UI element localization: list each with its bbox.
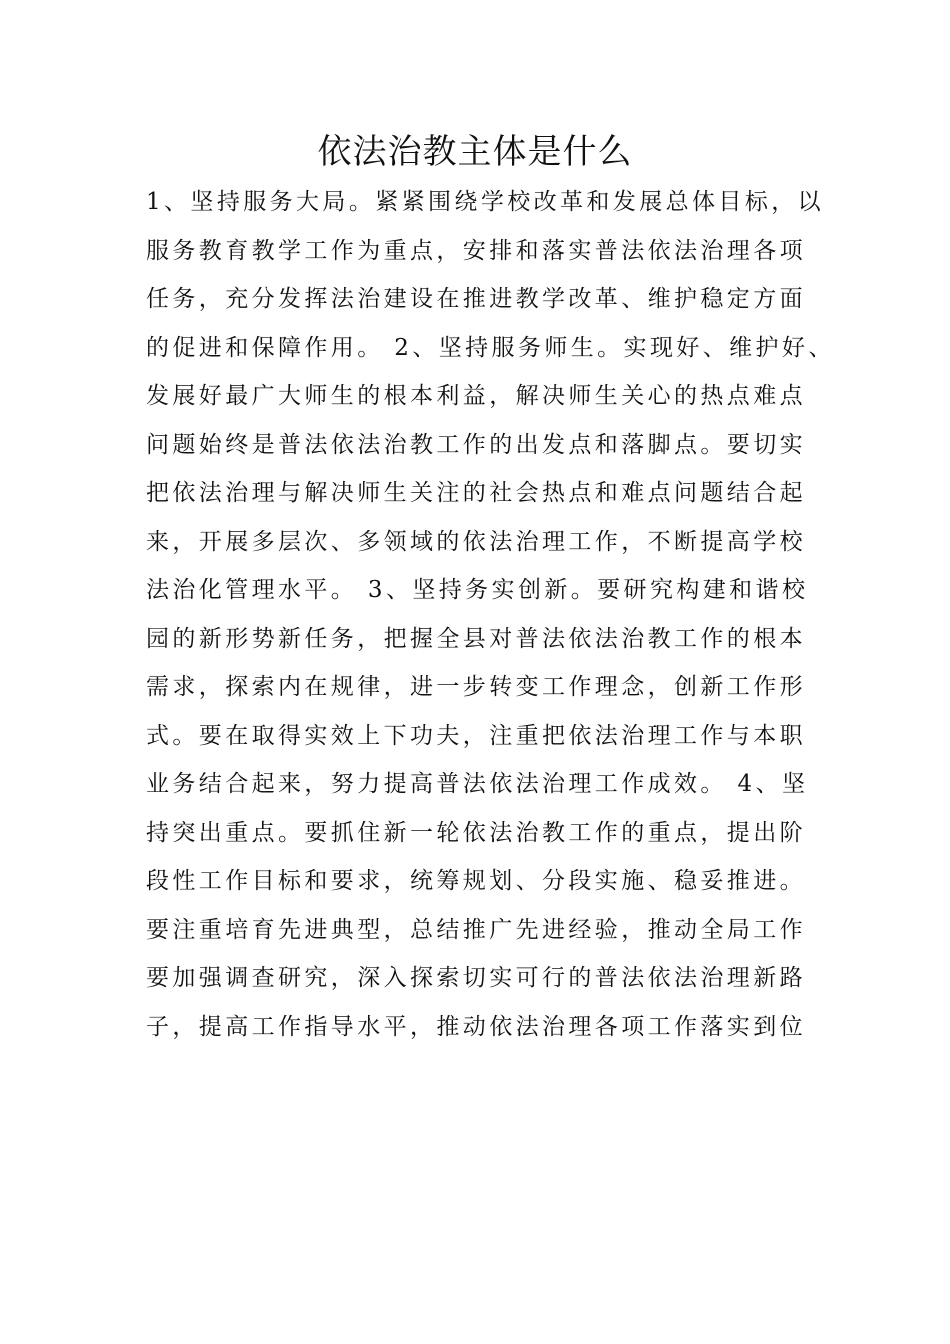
body-line-12: 式。要在取得实效上下功夫，注重把依法治理工作与本职	[146, 722, 806, 749]
body-line-16: 要注重培育先进典型，总结推广先进经验，推动全局工作	[146, 916, 806, 943]
body-line-9: 法治化管理水平。 3、坚持务实创新。要研究构建和谐校	[146, 577, 809, 603]
body-line-7: 把依法治理与解决师生关注的社会热点和难点问题结合起	[146, 480, 806, 506]
document-body	[146, 178, 846, 1051]
body-line-13: 业务结合起来，努力提高普法依法治理工作成效。 4、坚	[146, 771, 809, 797]
body-line-18: 子，提高工作指导水平，推动依法治理各项工作落实到位	[146, 1013, 806, 1040]
body-line-1: 1、坚持服务大局。紧紧围绕学校改革和发展总体目标，以	[146, 189, 825, 215]
body-line-5: 发展好最广大师生的根本利益，解决师生关心的热点难点	[146, 383, 806, 409]
body-line-10: 园的新形势新任务，把握全县对普法依法治教工作的根本	[146, 625, 806, 652]
body-line-2: 服务教育教学工作为重点，安排和落实普法依法治理各项	[146, 237, 806, 264]
document-title: 依法治教主体是什么	[317, 132, 633, 172]
body-line-17: 要加强调查研究，深入探索切实可行的普法依法治理新路	[146, 965, 806, 991]
body-line-14: 持突出重点。要抓住新一轮依法治教工作的重点，提出阶	[146, 819, 806, 846]
body-line-8: 来，开展多层次、多领域的依法治理工作，不断提高学校	[146, 528, 806, 555]
body-line-3: 任务，充分发挥法治建设在推进教学改革、维护稳定方面	[146, 286, 806, 312]
body-line-11: 需求，探索内在规律，进一步转变工作理念，创新工作形	[146, 674, 806, 700]
body-line-4: 的促进和保障作用。 2、坚持服务师生。实现好、维护好、	[146, 334, 835, 361]
body-line-15: 段性工作目标和要求，统筹规划、分段实施、稳妥推进。	[146, 868, 806, 894]
body-line-6: 问题始终是普法依法治教工作的出发点和落脚点。要切实	[146, 431, 806, 458]
